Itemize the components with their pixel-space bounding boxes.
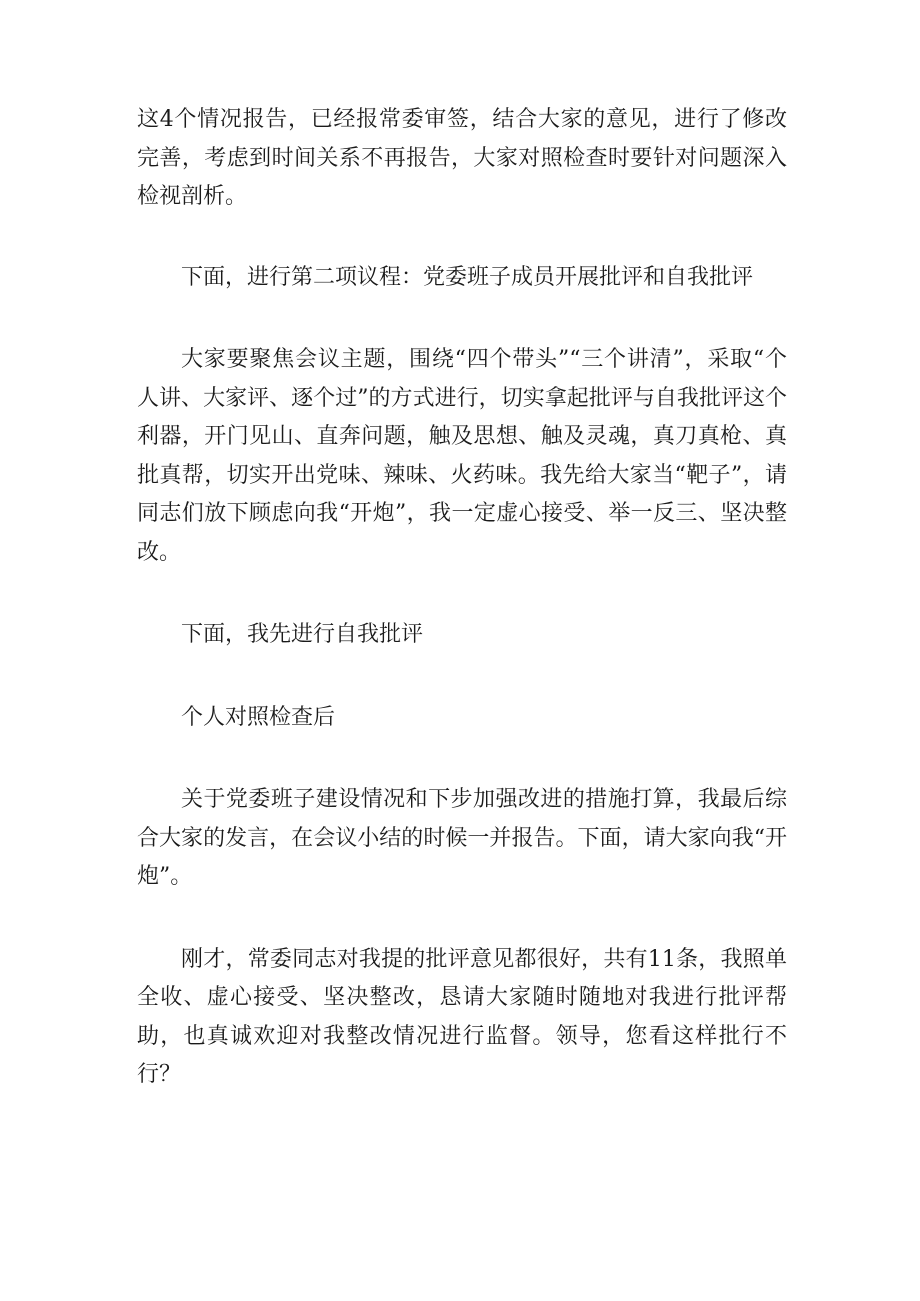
document-body — [137, 101, 787, 1095]
paragraph-report-intro: 这4个情况报告，已经报常委审签，结合大家的意见，进行了修改完善，考虑到时间关系不再报告，大家对照检查时要针对问题深入检视剖析。 — [137, 107, 787, 209]
paragraph-meeting-requirements: 大家要聚焦会议主题，围绕“四个带头”“三个讲清”，采取“个人讲、大家评、逐个过”的方式进行，切实拿起批评与自我批评这个利器，开门见山、直奔问题，触及思想、触及灵魂，真刀真枪、真批真帮，切实开出党味、辣味、火药味。我先给大家当“靶子”，请同志们放下顾虑向我“开炮”，我一定虚心接受、举一反三、坚决整改。 — [137, 347, 787, 565]
paragraph-self-criticism-heading: 下面，我先进行自我批评 — [181, 622, 424, 647]
paragraph-after-personal-check: 个人对照检查后 — [181, 704, 336, 730]
paragraph-agenda-item-two: 下面，进行第二项议程：党委班子成员开展批评和自我批评 — [181, 264, 754, 290]
paragraph-team-building-report: 关于党委班子建设情况和下步加强改进的措施打算，我最后综合大家的发言，在会议小结的时候一并报告。下面，请大家向我“开炮”。 — [137, 787, 787, 889]
paragraph-criticism-summary: 刚才，常委同志对我提的批评意见都很好，共有11条，我照单全收、虚心接受、坚决整改，恳请大家随时随地对我进行批评帮助，也真诚欢迎对我整改情况进行监督。领导，您看这样批行不行？ — [137, 946, 787, 1087]
